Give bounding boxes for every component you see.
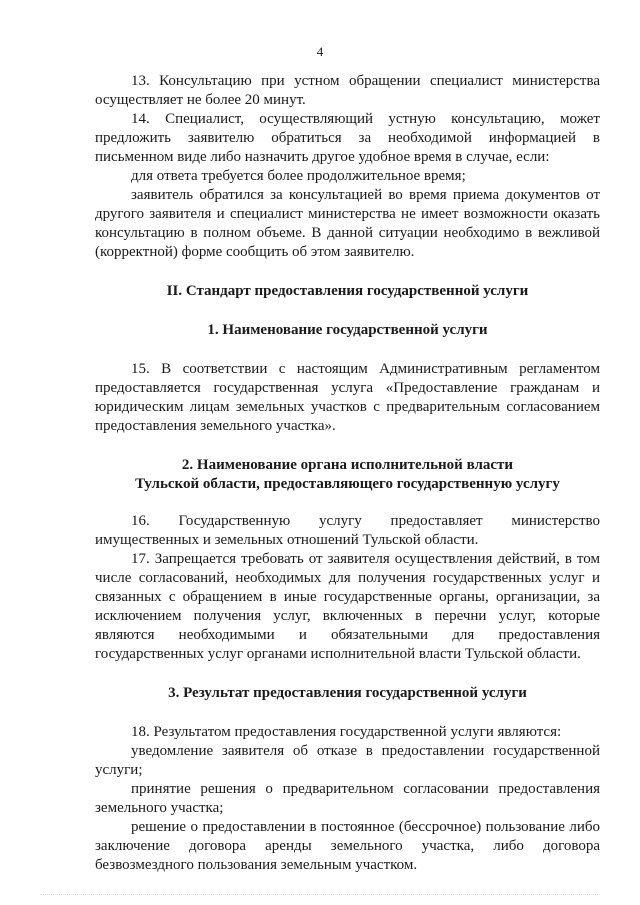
paragraph-14: 14. Специалист, осуществляющий устную консультацию, может предложить заявителю обратиться за необходимой информацией в письменном виде либо назначить другое удобное время в случае, если: — [95, 111, 600, 165]
subsection-2-title-line-2: Тульской области, предоставляющего государственную услугу — [135, 476, 560, 492]
paragraph-13: 13. Консультацию при устном обращении специалист министерства осуществляет не более 20 минут. — [95, 73, 600, 108]
paragraph-16: 16. Государственную услугу предоставляет министерство имущественных и земельных отношений Тульской области. — [95, 513, 600, 548]
page-number: 4 — [316, 44, 324, 59]
paragraph-18: 18. Результатом предоставления государственной услуги являются: — [131, 724, 562, 740]
paragraph-18-item-1: уведомление заявителя об отказе в предоставлении государственной услуги; — [95, 743, 600, 778]
paragraph-15: 15. В соответствии с настоящим Административным регламентом предоставляется государственная услуга «Предоставление гражданам и юридическим лицам земельных участков с предварительным согласованием предоставления земельного участка». — [95, 361, 600, 434]
paragraph-14-item-1: для ответа требуется более продолжительное время; — [131, 168, 466, 184]
paragraph-14-item-2: заявитель обратился за консультацией во время приема документов от другого заявителя и специалист министерства не имеет возможности оказать консультацию в полном объеме. В данной ситуации необходимо в вежливой (корректной) форме сообщить об этом заявителю. — [95, 187, 600, 260]
paragraph-18-item-3: решение о предоставлении в постоянное (бессрочное) пользование либо заключение договора аренды земельного участка, либо договора безвозмездного пользования земельным участком. — [95, 819, 600, 873]
document-body — [95, 72, 600, 875]
subsection-2-title-line-1: 2. Наименование органа исполнительной власти — [181, 457, 514, 473]
scan-artifact-line — [40, 894, 600, 897]
subsection-1-title: 1. Наименование государственной услуги — [207, 322, 488, 338]
paragraph-18-item-2: принятие решения о предварительном согласовании предоставления земельного участка; — [95, 781, 600, 816]
subsection-3-title: 3. Результат предоставления государственной услуги — [168, 685, 527, 701]
paragraph-17: 17. Запрещается требовать от заявителя осуществления действий, в том числе согласований, необходимых для получения государственных услуг и связанных с обращением в иные государственные органы, организации, за исключением получения услуг, включенных в перечни услуг, которые являются необходимыми и обязательными для предоставления государственных услуг органами исполнительной власти Тульской области. — [95, 551, 600, 662]
section-title: II. Стандарт предоставления государственной услуги — [166, 283, 529, 299]
